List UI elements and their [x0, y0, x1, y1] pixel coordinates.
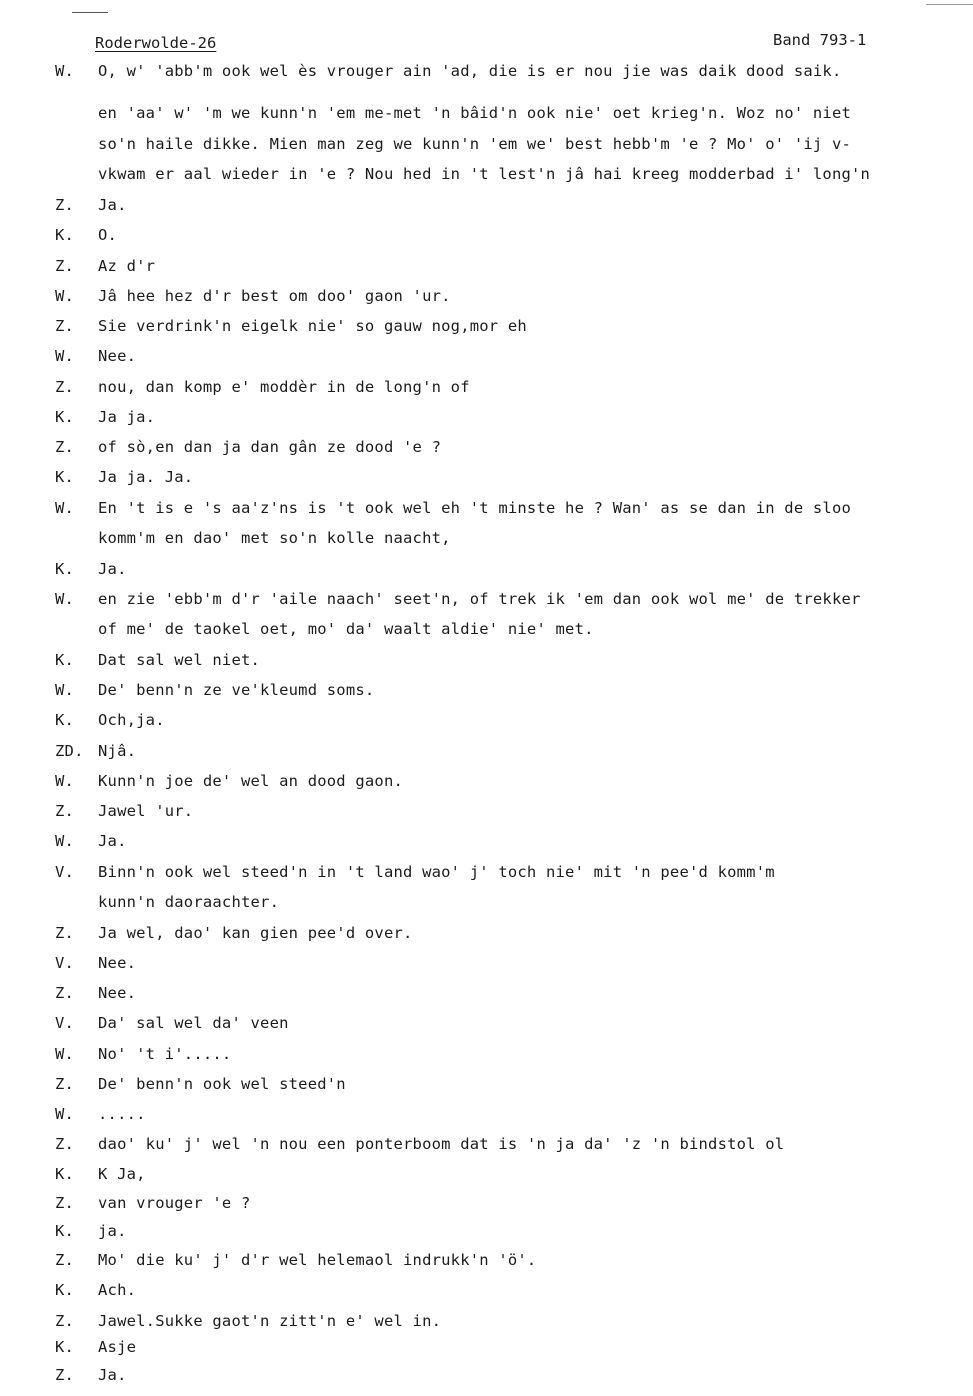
utterance-text: Kunn'n joe de' wel an dood gaon. [98, 772, 404, 790]
transcript-line [0, 438, 973, 460]
transcript-line [0, 802, 973, 824]
utterance-text: Ja. [98, 832, 127, 850]
transcript-line [0, 560, 973, 582]
transcript-line [0, 772, 973, 794]
utterance-text: Az d'r [98, 257, 156, 275]
utterance-text: Och,ja. [98, 711, 165, 729]
utterance-text: Ja wel, dao' kan gien pee'd over. [98, 924, 413, 942]
speaker-label: Z. [55, 1194, 75, 1212]
transcript-line [0, 408, 973, 430]
speaker-label: K. [55, 711, 75, 729]
utterance-text: Nee. [98, 984, 137, 1002]
utterance-text: Mo' die ku' j' d'r wel helemaol indrukk'n 'ö'. [98, 1251, 537, 1269]
transcript-line [0, 1105, 973, 1127]
speaker-label: Z. [55, 1135, 75, 1153]
transcript-line [0, 287, 973, 309]
transcript-line [0, 1251, 973, 1273]
utterance-text: Dat sal wel niet. [98, 651, 261, 669]
utterance-text: of sò,en dan ja dan gân ze dood 'e ? [98, 438, 442, 456]
transcript-line [0, 1135, 973, 1157]
transcript-line [0, 135, 973, 157]
transcript-line [0, 1014, 973, 1036]
speaker-label: Z. [55, 257, 75, 275]
transcript-line [0, 863, 973, 885]
transcript-line [0, 711, 973, 733]
speaker-label: Z. [55, 802, 75, 820]
transcript-line [0, 468, 973, 490]
utterance-text: of me' de taokel oet, mo' da' waalt aldie' nie' met. [98, 620, 594, 638]
transcript-line [0, 104, 973, 126]
transcript-line [0, 378, 973, 400]
transcript-line [0, 1194, 973, 1216]
speaker-label: K. [55, 651, 75, 669]
transcript-line [0, 832, 973, 854]
utterance-text: Ja. [98, 560, 127, 578]
speaker-label: V. [55, 954, 75, 972]
transcript-line [0, 681, 973, 703]
speaker-label: Z. [55, 1075, 75, 1093]
speaker-label: K. [55, 226, 75, 244]
utterance-text: ja. [98, 1222, 127, 1240]
transcript-line [0, 893, 973, 915]
utterance-text: Ja ja. [98, 408, 156, 426]
utterance-text: van vrouger 'e ? [98, 1194, 251, 1212]
utterance-text: Da' sal wel da' veen [98, 1014, 289, 1032]
transcript-line [0, 954, 973, 976]
speaker-label: W. [55, 287, 75, 305]
speaker-label: Z. [55, 378, 75, 396]
speaker-label: Z. [55, 196, 75, 214]
transcript-line [0, 1045, 973, 1067]
speaker-label: W. [55, 590, 75, 608]
band-number: Band 793-1 [773, 31, 867, 49]
speaker-label: W. [55, 499, 75, 517]
utterance-text: En 't is e 's aa'z'ns is 't ook wel eh 't minste he ? Wan' as se dan in de sloo [98, 499, 852, 517]
speaker-label: V. [55, 1014, 75, 1032]
speaker-label: Z. [55, 317, 75, 335]
transcript-line [0, 257, 973, 279]
transcript-line [0, 651, 973, 673]
speaker-label: W. [55, 62, 75, 80]
speaker-label: K. [55, 1165, 75, 1183]
utterance-text: Binn'n ook wel steed'n in 't land wao' j' toch nie' mit 'n pee'd komm'm [98, 863, 775, 881]
transcript-line [0, 499, 973, 521]
speaker-label: V. [55, 863, 75, 881]
speaker-label: Z. [55, 1366, 75, 1384]
transcript-line [0, 529, 973, 551]
speaker-label: K. [55, 468, 75, 486]
speaker-label: K. [55, 408, 75, 426]
transcript-line [0, 984, 973, 1006]
utterance-text: Ach. [98, 1281, 137, 1299]
utterance-text: O. [98, 226, 118, 244]
transcript-line [0, 196, 973, 218]
utterance-text: O, w' 'abb'm ook wel ès vrouger ain 'ad, die is er nou jie was daik dood saik. [98, 62, 842, 80]
utterance-text: kunn'n daoraachter. [98, 893, 280, 911]
transcript-line [0, 1222, 973, 1244]
utterance-text: so'n haile dikke. Mien man zeg we kunn'n 'em we' best hebb'm 'e ? Mo' o' 'ij v- [98, 135, 852, 153]
transcript-line [0, 742, 973, 764]
transcript-line [0, 1338, 973, 1360]
speaker-label: Z. [55, 438, 75, 456]
top-right-line [926, 4, 973, 5]
utterance-text: Jâ hee hez d'r best om doo' gaon 'ur. [98, 287, 451, 305]
utterance-text: Nee. [98, 347, 137, 365]
transcript-line [0, 620, 973, 642]
transcript-line [0, 1312, 973, 1334]
utterance-text: Jawel 'ur. [98, 802, 194, 820]
utterance-text: No' 't i'..... [98, 1045, 232, 1063]
utterance-text: komm'm en dao' met so'n kolle naacht, [98, 529, 451, 547]
speaker-label: Z. [55, 924, 75, 942]
transcript-line [0, 924, 973, 946]
utterance-text: Ja. [98, 1366, 127, 1384]
speaker-label: Z. [55, 1312, 75, 1330]
speaker-label: K. [55, 1338, 75, 1356]
speaker-label: Z. [55, 984, 75, 1002]
utterance-text: Njâ. [98, 742, 137, 760]
document-title: Roderwolde-26 [95, 34, 217, 52]
utterance-text: De' benn'n ze ve'kleumd soms. [98, 681, 375, 699]
speaker-label: W. [55, 681, 75, 699]
utterance-text: dao' ku' j' wel 'n nou een ponterboom dat is 'n ja da' 'z 'n bindstol ol [98, 1135, 785, 1153]
speaker-label: W. [55, 1045, 75, 1063]
transcript-line [0, 1075, 973, 1097]
utterance-text: Ja. [98, 196, 127, 214]
speaker-label: K. [55, 1222, 75, 1240]
utterance-text: K Ja, [98, 1165, 146, 1183]
utterance-text: nou, dan komp e' moddèr in de long'n of [98, 378, 470, 396]
utterance-text: ..... [98, 1105, 146, 1123]
utterance-text: Jawel.Sukke gaot'n zitt'n e' wel in. [98, 1312, 442, 1330]
speaker-label: W. [55, 772, 75, 790]
top-pen-mark [72, 2, 108, 13]
speaker-label: Z. [55, 1251, 75, 1269]
utterance-text: en zie 'ebb'm d'r 'aile naach' seet'n, of trek ik 'em dan ook wol me' de trekker [98, 590, 861, 608]
transcript-line [0, 317, 973, 339]
utterance-text: Nee. [98, 954, 137, 972]
transcript-line [0, 226, 973, 248]
transcript-line [0, 1366, 973, 1388]
utterance-text: Ja ja. Ja. [98, 468, 194, 486]
transcript-line [0, 165, 973, 187]
transcript-line [0, 1165, 973, 1187]
speaker-label: W. [55, 832, 75, 850]
utterance-text: vkwam er aal wieder in 'e ? Nou hed in 't lest'n jâ hai kreeg modderbad i' long'n [98, 165, 871, 183]
transcript-line [0, 1281, 973, 1303]
utterance-text: Sie verdrink'n eigelk nie' so gauw nog,mor eh [98, 317, 527, 335]
transcript-line [0, 590, 973, 612]
speaker-label: W. [55, 347, 75, 365]
speaker-label: K. [55, 560, 75, 578]
transcript-line [0, 62, 973, 84]
speaker-label: ZD. [55, 742, 84, 760]
transcript-line [0, 347, 973, 369]
utterance-text: en 'aa' w' 'm we kunn'n 'em me-met 'n bâid'n ook nie' oet krieg'n. Woz no' niet [98, 104, 852, 122]
speaker-label: W. [55, 1105, 75, 1123]
speaker-label: K. [55, 1281, 75, 1299]
utterance-text: Asje [98, 1338, 137, 1356]
utterance-text: De' benn'n ook wel steed'n [98, 1075, 346, 1093]
